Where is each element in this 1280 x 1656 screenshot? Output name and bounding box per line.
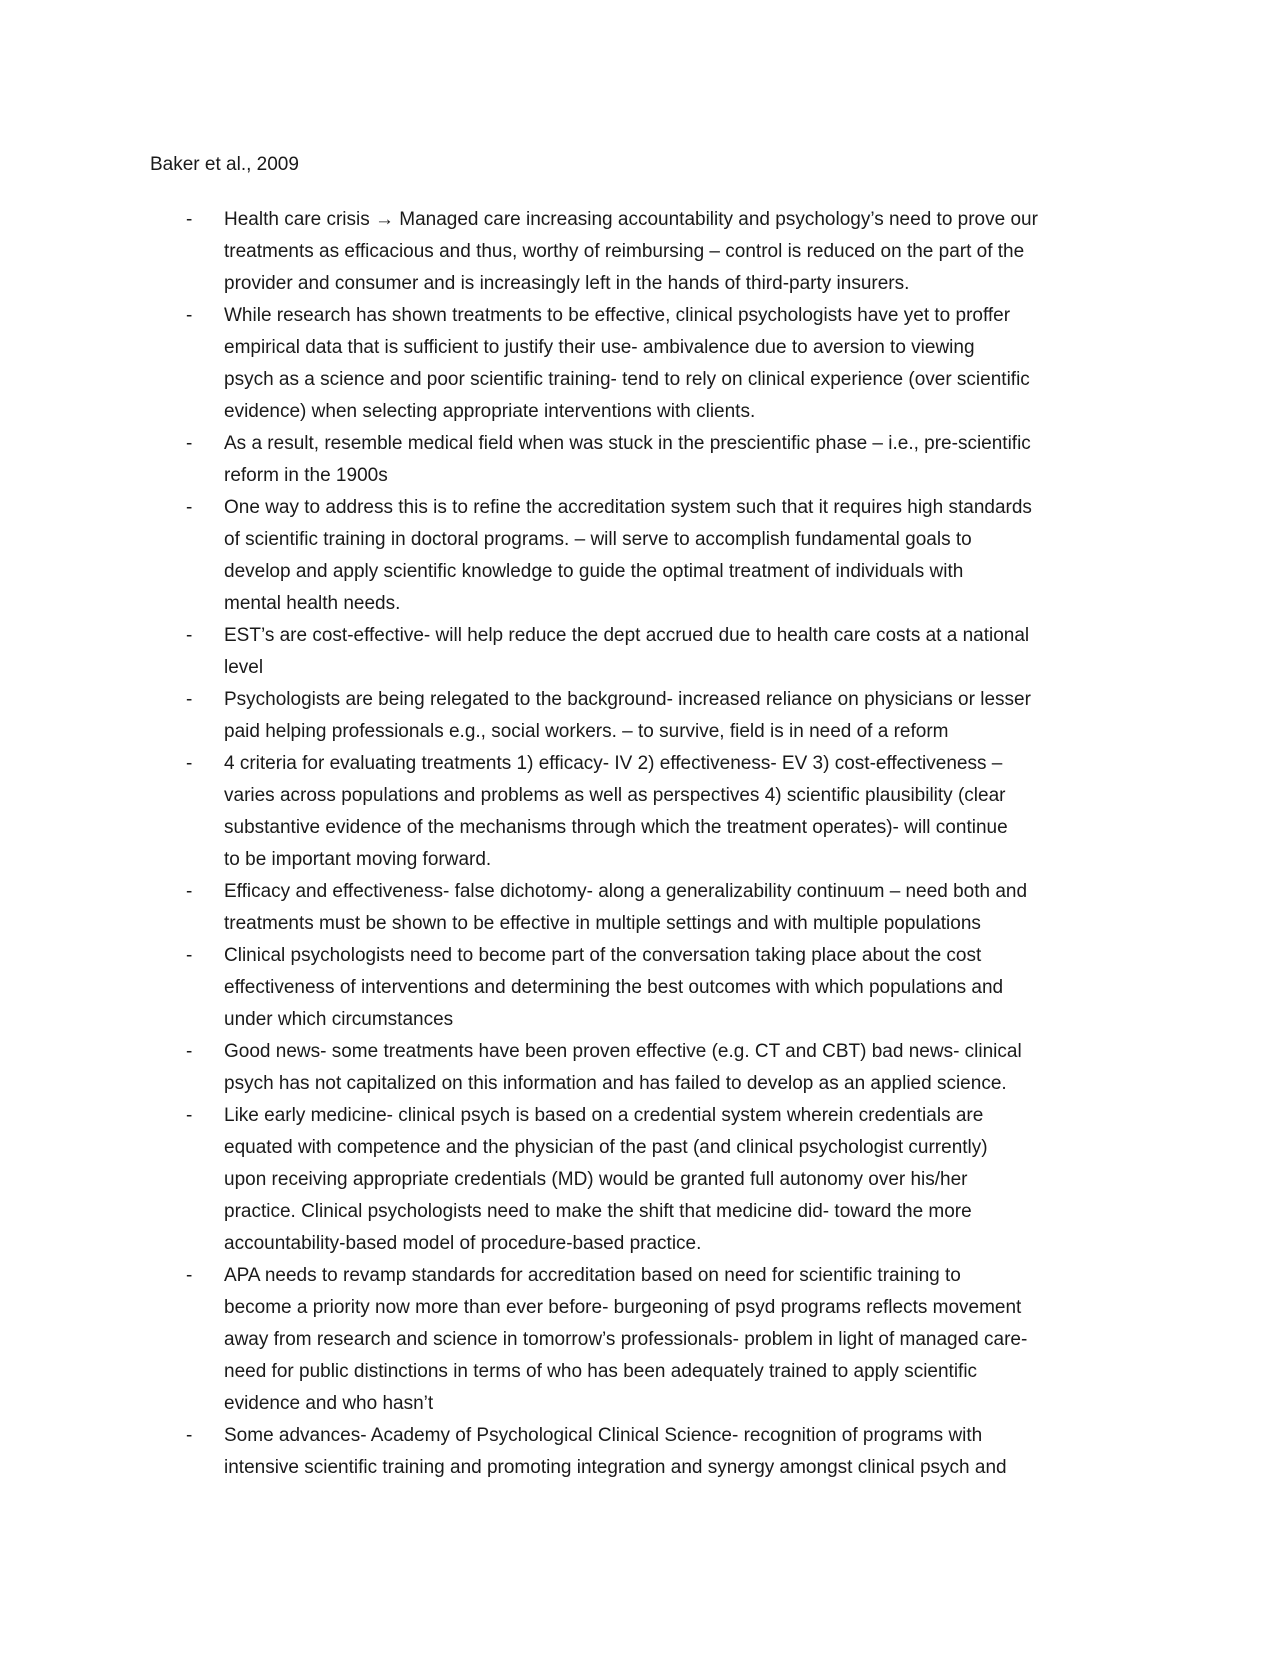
bullet-marker: - [186,625,193,646]
bullet-marker: - [186,305,193,326]
bullet-marker: - [186,945,193,966]
bullet-marker: - [186,1105,193,1126]
list-item-text: As a result, resemble medical field when was stuck in the prescientific phase – i.e., pre-scientific reform in the 1900s [224,433,1031,486]
bullet-marker: - [186,689,193,710]
list-item [150,1260,1130,1420]
list-item-text: Efficacy and effectiveness- false dichotomy- along a generalizability continuum – need both and treatments must be shown to be effective in multiple settings and with multiple populations [224,881,1028,934]
list-item-text: While research has shown treatments to be effective, clinical psychologists have yet to proffer empirical data that is sufficient to justify their use- ambivalence due to aversion to viewing psych as a science and poor scientific training- tend to rely on clinical experience (over scientific evidence) when selecting appropriate interventions with clients. [224,305,1030,422]
bullet-marker: - [186,209,193,230]
bullet-marker: - [186,497,193,518]
list-item-text: EST’s are cost-effective- will help reduce the dept accrued due to health care costs at a national level [224,625,1030,678]
list-item [150,940,1130,1036]
list-item-text: Clinical psychologists need to become part of the conversation taking place about the cost effectiveness of interventions and determining the best outcomes with which populations and under which circumstances [224,945,1004,1030]
list-item [150,492,1130,620]
list-item [150,428,1130,492]
bullet-marker: - [186,1425,193,1446]
list-item [150,300,1130,428]
bullet-marker: - [186,1265,193,1286]
list-item [150,748,1130,876]
list-item [150,876,1130,940]
bullet-marker: - [186,433,193,454]
bullet-list [150,204,1130,1484]
list-item-text: Some advances- Academy of Psychological Clinical Science- recognition of programs with intensive scientific training and promoting integration and synergy amongst clinical psych and [224,1425,1007,1478]
list-item [150,1036,1130,1100]
list-item [150,204,1130,300]
list-item [150,1420,1130,1484]
document-title: Baker et al., 2009 [150,154,299,175]
list-item [150,620,1130,684]
list-item-text: One way to address this is to refine the accreditation system such that it requires high standards of scientific training in doctoral programs. – will serve to accomplish fundamental goals to develop and apply scientific knowledge to guide the optimal treatment of individuals with mental health needs. [224,497,1032,614]
list-item-text: Like early medicine- clinical psych is based on a credential system wherein credentials are equated with competence and the physician of the past (and clinical psychologist currently) upon receiving appropriate credentials (MD) would be granted full autonomy over his/her practice. Clinical psychologists need to make the shift that medicine did- toward the more accountability-based model of procedure-based practice. [224,1105,988,1254]
bullet-marker: - [186,753,193,774]
bullet-marker: - [186,881,193,902]
bullet-marker: - [186,1041,193,1062]
list-item-text: Good news- some treatments have been proven effective (e.g. CT and CBT) bad news- clinical psych has not capitalized on this information and has failed to develop as an applied science. [224,1041,1022,1094]
list-item-text: Psychologists are being relegated to the background- increased reliance on physicians or lesser paid helping professionals e.g., social workers. – to survive, field is in need of a reform [224,689,1031,742]
list-item-text: Health care crisis → Managed care increasing accountability and psychology’s need to prove our treatments as efficacious and thus, worthy of reimbursing – control is reduced on the part of the provider and consumer and is increasingly left in the hands of third-party insurers. [224,209,1038,294]
list-item-text: 4 criteria for evaluating treatments 1) efficacy- IV 2) effectiveness- EV 3) cost-effectiveness – varies across populations and problems as well as perspectives 4) scientific plausibility (clear substantive evidence of the mechanisms through which the treatment operates)- will continue to be important moving forward. [224,753,1008,870]
list-item [150,1100,1130,1260]
list-item-text: APA needs to revamp standards for accreditation based on need for scientific training to become a priority now more than ever before- burgeoning of psyd programs reflects movement away from research and science in tomorrow’s professionals- problem in light of managed care- need for public distinctions in terms of who has been adequately trained to apply scientific evidence and who hasn’t [224,1265,1028,1414]
list-item [150,684,1130,748]
